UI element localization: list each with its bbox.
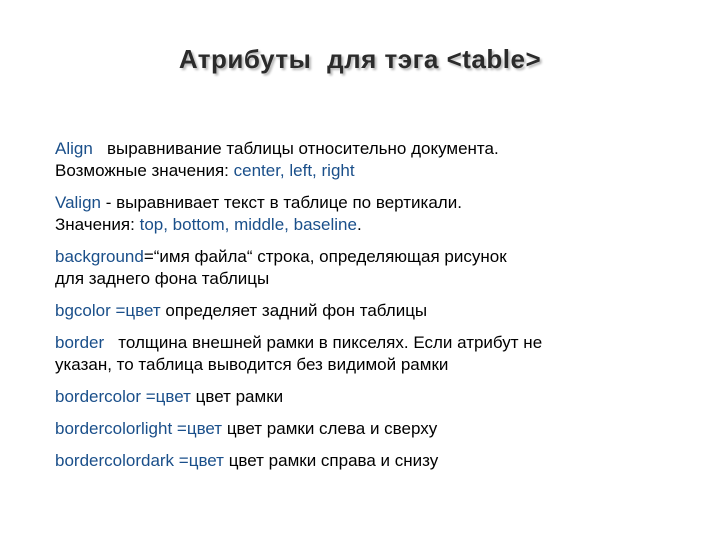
attribute-value-syntax: =цвет xyxy=(110,301,161,320)
attribute-list xyxy=(55,138,695,482)
attribute-valign xyxy=(55,192,695,236)
attribute-value-syntax: =“имя файла“ xyxy=(143,247,253,266)
title-rest: для тэга <table> xyxy=(327,44,542,74)
attribute-border xyxy=(55,332,695,376)
attribute-description: Значения: xyxy=(55,215,140,234)
attribute-bordercolor xyxy=(55,386,695,408)
attribute-term: Align xyxy=(55,139,93,158)
attribute-align xyxy=(55,138,695,182)
attribute-description: определяет задний фон таблицы xyxy=(160,301,428,320)
attribute-description: - выравнивает текст в таблице по вертикали. xyxy=(101,193,462,212)
attribute-term: bordercolor xyxy=(55,387,141,406)
attribute-description: строка, определяющая рисунок xyxy=(252,247,507,266)
attribute-term: bgcolor xyxy=(55,301,111,320)
attribute-value-syntax: =цвет xyxy=(141,387,191,406)
attribute-bordercolordark xyxy=(55,450,695,472)
title-word: Атрибуты xyxy=(178,44,312,74)
attribute-description: толщина внешней рамки в пикселях. Если атрибут не xyxy=(104,333,543,352)
attribute-description: цвет рамки слева и сверху xyxy=(222,419,438,438)
attribute-description: выравнивание таблицы относительно документа. xyxy=(92,139,499,158)
attribute-description: для заднего фона таблицы xyxy=(55,269,270,288)
attribute-values: top, bottom, middle, baseline xyxy=(139,215,357,234)
attribute-value-syntax: =цвет xyxy=(172,419,223,438)
attribute-description: цвет рамки справа и снизу xyxy=(223,451,439,470)
attribute-bgcolor xyxy=(55,300,695,322)
attribute-term: bordercolordark xyxy=(55,451,175,470)
attribute-values: center, left, right xyxy=(233,161,355,180)
attribute-description: Возможные значения: xyxy=(55,161,234,180)
attribute-description: указан, то таблица выводится без видимой рамки xyxy=(55,355,449,374)
slide-title xyxy=(0,44,720,75)
attribute-description: . xyxy=(356,215,362,234)
attribute-background xyxy=(55,246,695,290)
attribute-term: background xyxy=(55,247,144,266)
attribute-term: bordercolorlight xyxy=(55,419,173,438)
attribute-description: цвет рамки xyxy=(190,387,284,406)
attribute-term: Valign xyxy=(55,193,101,212)
attribute-bordercolorlight xyxy=(55,418,695,440)
attribute-term: border xyxy=(55,333,105,352)
attribute-value-syntax: =цвет xyxy=(174,451,224,470)
